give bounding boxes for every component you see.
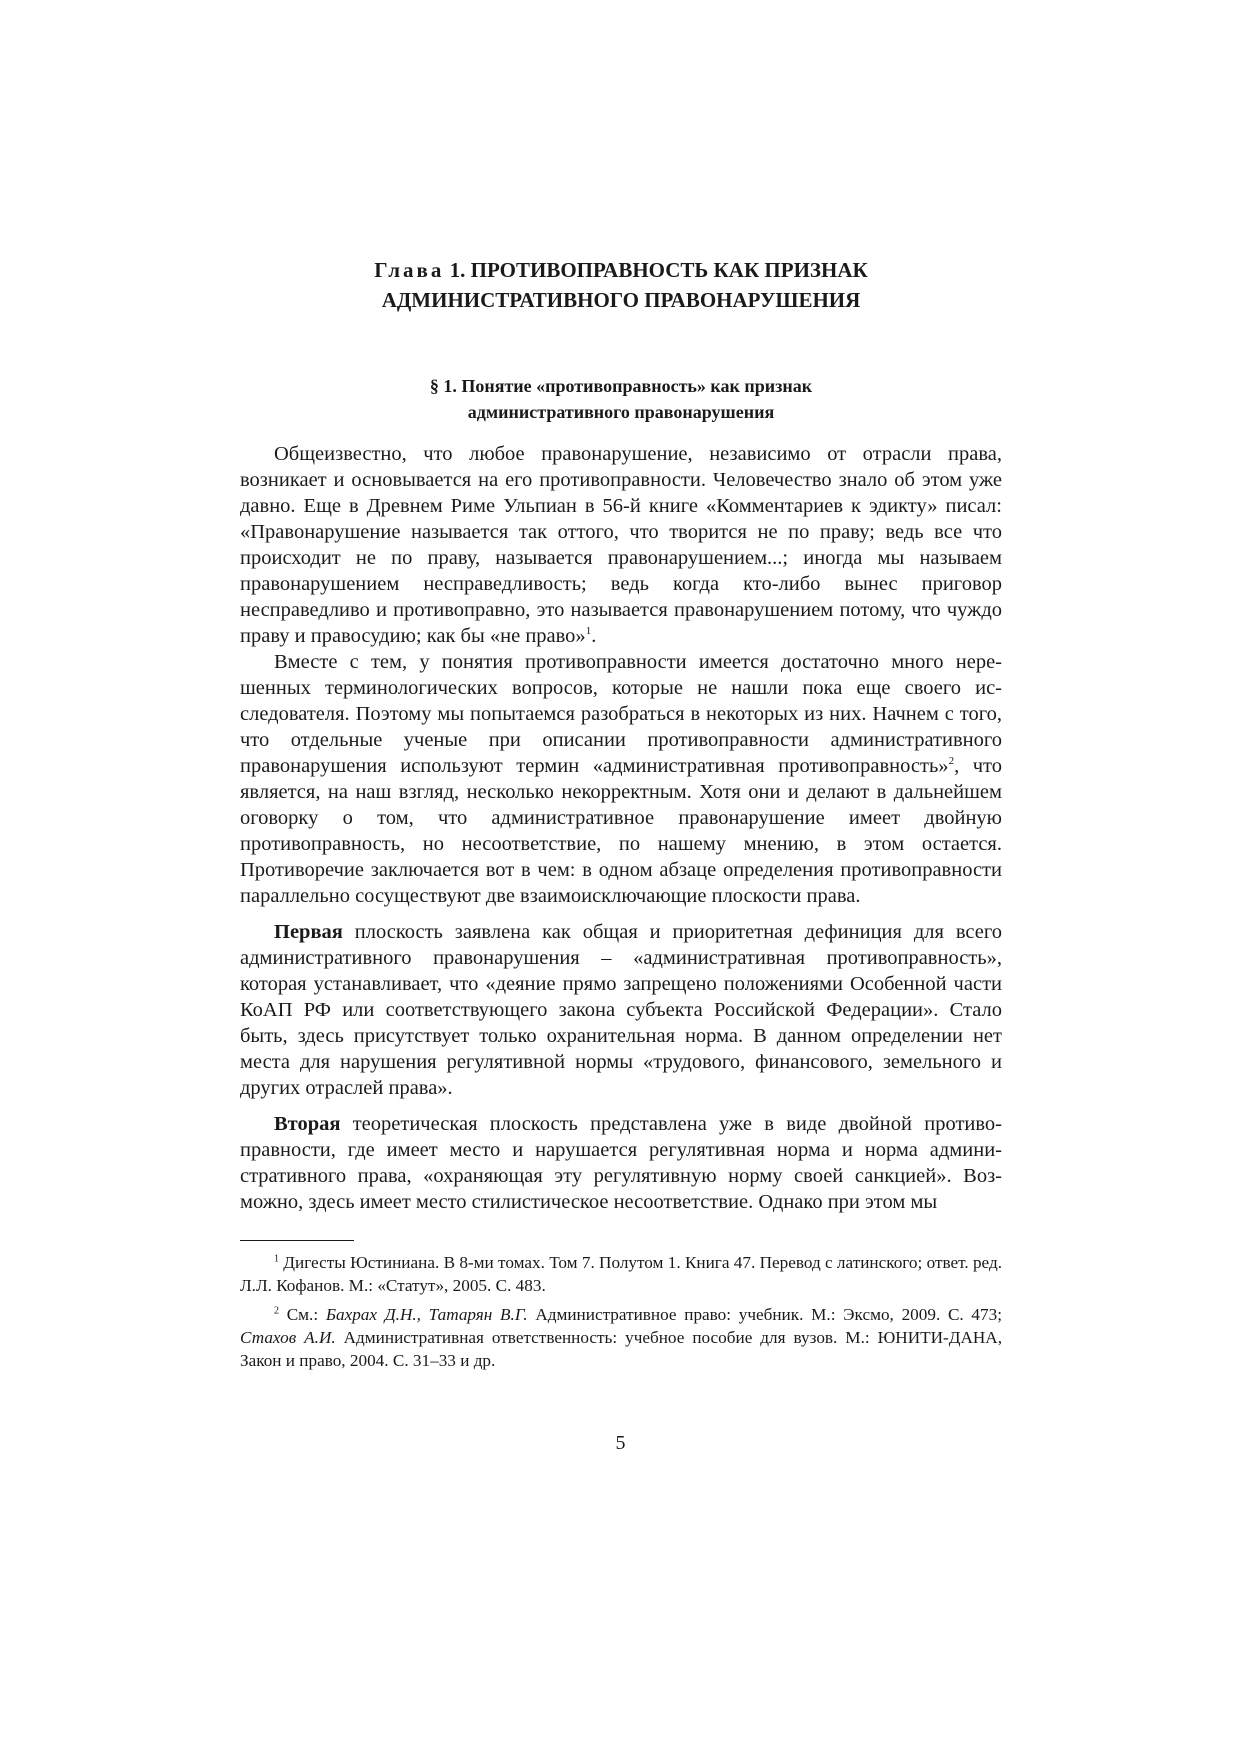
page-number: 5	[615, 1432, 626, 1454]
footnote-ref-2: 2	[948, 755, 955, 768]
footnote-1-text: Дигесты Юстиниана. В 8-ми томах. Том 7. Полутом 1. Книга 47. Перевод с латинского; ответ. ред. Л.Л. Кофанов. М.: «Статут», 2005. С. 483.	[240, 1253, 1002, 1295]
paragraph-1-text: Общеизвестно, что любое правонарушение, независимо от отрасли права, возникает и основывается на его противоправности. Человечество знало об этом уже давно. Еще в Древнем Риме Ульпиан в 56-й книге «Комментариев к эдикту» писал: «Правонарушение называется так оттого, что творится не по праву; ведь все что происходит не по праву, называется правонарушением...; иногда мы называем правонарушением несправедливость; ведь когда кто-либо вынес приговор несправедливо и противоправно, это называется правонарушением потому, что чуждо праву и правосудию; как бы «не право»	[240, 443, 1002, 647]
paragraph-2	[240, 649, 1002, 909]
page-content	[240, 255, 1002, 1378]
section-title	[240, 373, 1002, 425]
footnote-2-author-1: Бахрах Д.Н., Татарян В.Г.	[325, 1305, 528, 1324]
section-title-line1: § 1. Понятие «противоправность» как признак	[429, 376, 813, 396]
footnote-1-mark: 1	[274, 1253, 279, 1265]
body-text	[240, 441, 1002, 1215]
paragraph-4	[240, 1111, 1002, 1215]
footnote-1	[240, 1251, 1002, 1297]
paragraph-2-text-b: , что является, на наш взгляд, несколько некорректным. Хотя они и делают в дальнейшем оговорку о том, что административное правонарушение имеет двойную противоправность, но несоответствие, по нашему мнению, в этом остается. Противоречие заключается вот в чем: в одном абзаце определения противоправности параллельно сосуществуют две взаимоисключающие плоскости права.	[240, 755, 1002, 907]
chapter-title-line1: 1. ПРОТИВОПРАВНОСТЬ КАК ПРИЗНАК	[444, 258, 868, 282]
footnote-2	[240, 1303, 1002, 1372]
paragraph-4-text: теоретическая плоскость представлена уже в виде двойной противоправности, где имеет место и нарушается регулятивная норма и норма административного права, «охраняющая эту регулятивную норму своей санкцией». Возможно, здесь имеет место стилистическое несоответствие. Однако при этом мы	[240, 1113, 1002, 1213]
footnote-2-text-c: Административная ответственность: учебное пособие для вузов. М.: ЮНИТИ-ДАНА, Закон и право, 2004. С. 31–33 и др.	[240, 1328, 1003, 1370]
section-title-line2: административного правонарушения	[467, 402, 775, 422]
footnote-2-text-a: См.:	[279, 1305, 326, 1324]
paragraph-1	[240, 441, 1002, 649]
paragraph-3-bold-term: Первая	[274, 921, 343, 943]
footnote-2-text-b: Административное право: учебник. М.: Эксмо, 2009. С. 473;	[527, 1305, 1002, 1324]
paragraph-4-bold-term: Вторая	[274, 1113, 341, 1135]
footnotes	[240, 1251, 1002, 1372]
footnote-2-mark: 2	[274, 1305, 279, 1317]
chapter-title-line2: АДМИНИСТРАТИВНОГО ПРАВОНАРУШЕНИЯ	[381, 288, 861, 312]
footnote-2-author-2: Стахов А.И.	[240, 1328, 336, 1347]
chapter-label: Глава	[374, 258, 445, 282]
paragraph-2-text-a: Вместе с тем, у понятия противоправности имеется достаточно много нерешенных терминологических вопросов, которые не нашли пока еще своего исследователя. Поэтому мы попытаемся разобраться в некоторых из них. Начнем с того, что отдельные ученые при описании противоправности административного правонарушения используют термин «административная противоправность»	[240, 651, 1002, 777]
footnote-divider	[240, 1240, 354, 1241]
paragraph-1-end: .	[591, 625, 597, 647]
footnote-ref-1: 1	[585, 625, 592, 638]
paragraph-3-text: плоскость заявлена как общая и приоритетная дефиниция для всего административного правонарушения – «административная противоправность», которая устанавливает, что «деяние прямо запрещено положениями Особенной части КоАП РФ или соответствующего закона субъекта Российской Федерации». Стало быть, здесь присутствует только охранительная норма. В данном определении нет места для нарушения регулятивной нормы «трудового, финансового, земельного и других отраслей права».	[240, 921, 1002, 1099]
chapter-title	[240, 255, 1002, 315]
paragraph-3	[240, 919, 1002, 1101]
